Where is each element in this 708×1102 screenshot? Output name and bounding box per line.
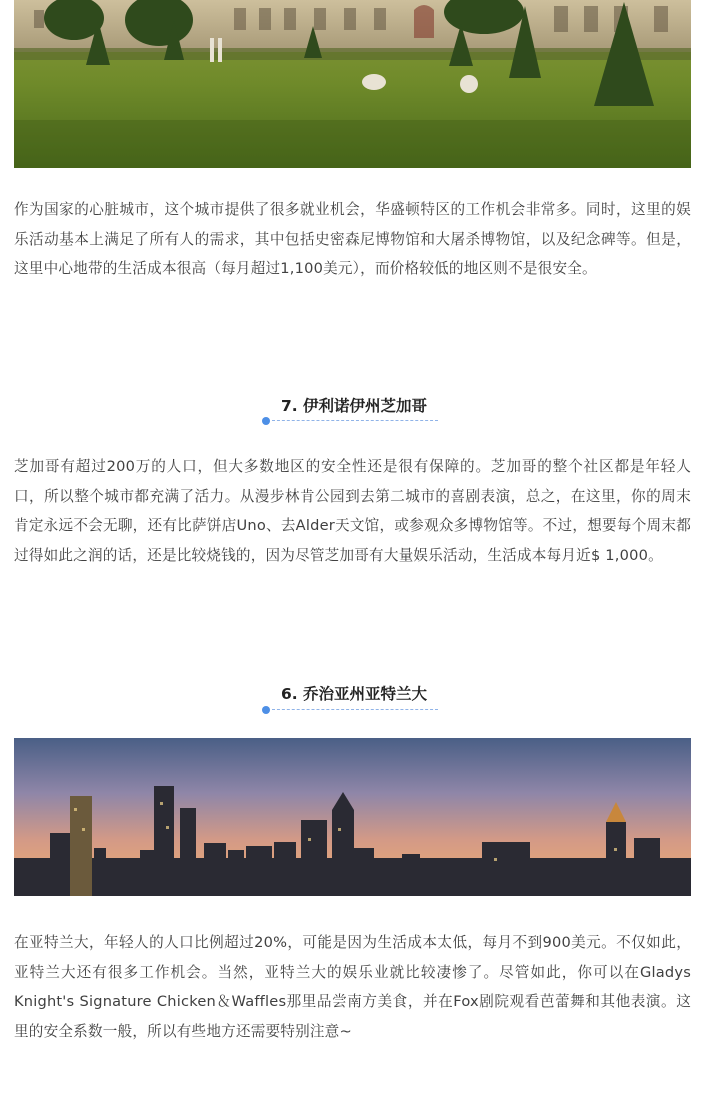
atlanta-skyline-photo xyxy=(14,738,691,896)
section-title-chicago: 7. 伊利诺伊州芝加哥 xyxy=(280,397,428,415)
title-underline-decoration xyxy=(262,417,438,425)
dc-paragraph: 作为国家的心脏城市，这个城市提供了很多就业机会，华盛顿特区的工作机会非常多。同时，这里的娱乐活动基本上满足了所有人的需求，其中包括史密森尼博物馆和大屠杀博物馆，以及纪念碑等。但是，这里中心地带的生活成本很高（每月超过1,100美元），而价格较低的地区则不是很安全。 xyxy=(14,201,691,277)
dashed-line xyxy=(272,420,438,421)
atlanta-paragraph: 在亚特兰大，年轻人的人口比例超过20%，可能是因为生活成本太低，每月不到900美元。不仅如此，亚特兰大还有很多工作机会。当然，亚特兰大的娱乐业就比较凄惨了。尽管如此，你可以在Gladys Knight's Signature Chicken＆Waffles那里品尝南方美食，并在Fox剧院观看芭蕾舞和其他表演。这里的安全系数一般，所以有些地方还需要特别注意~ xyxy=(14,934,691,1040)
dot-icon xyxy=(262,417,270,425)
dashed-line xyxy=(272,709,438,710)
campus-lawn-photo xyxy=(14,0,691,168)
section-title-atlanta: 6. 乔治亚州亚特兰大 xyxy=(280,685,428,703)
dot-icon xyxy=(262,706,270,714)
title-underline-decoration xyxy=(262,706,438,714)
chicago-paragraph: 芝加哥有超过200万的人口，但大多数地区的安全性还是很有保障的。芝加哥的整个社区都是年轻人口，所以整个城市都充满了活力。从漫步林肯公园到去第二城市的喜剧表演，总之，在这里，你的周末肯定永远不会无聊，还有比萨饼店Uno、去Alder天文馆，或参观众多博物馆等。不过，想要每个周末都过得如此之润的话，还是比较烧钱的，因为尽管芝加哥有大量娱乐活动，生活成本每月近$ 1,000。 xyxy=(14,458,691,564)
